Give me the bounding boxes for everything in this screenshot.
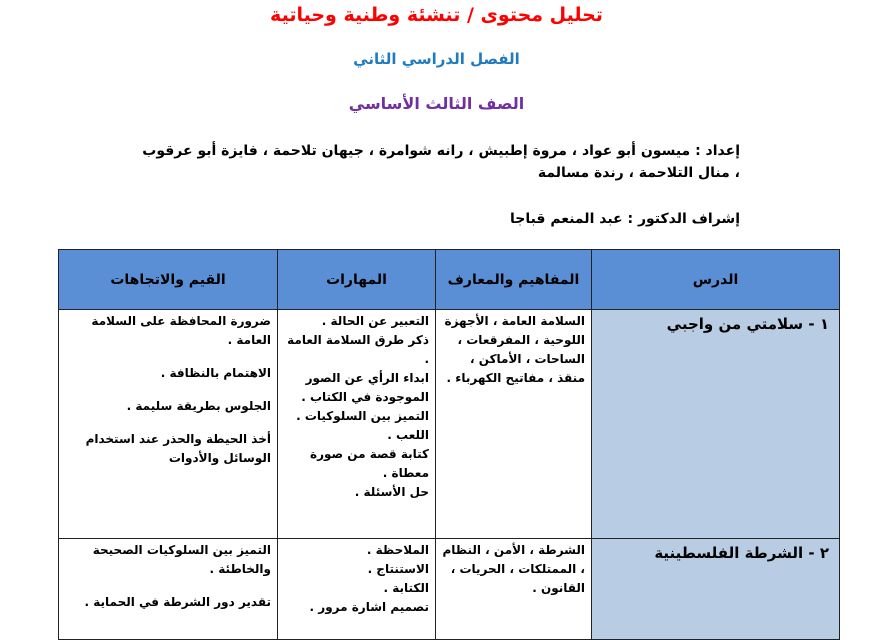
values-item: تقدير دور الشرطة في الحماية . — [84, 595, 271, 609]
skills-cell — [278, 310, 436, 539]
skills-item: التعبير عن الحالة . — [321, 314, 429, 328]
values-item: ضرورة المحافظة على السلامة العامة . — [91, 314, 271, 347]
skills-item: اللعب . — [387, 428, 429, 442]
skills-item: الملاحظة . — [366, 543, 429, 557]
concepts-item: السلامة العامة ، الأجهزة اللوحية ، المفرقعات ، الساحات ، الأماكن ، منقذ ، مفاتيح الكهرباء . — [444, 314, 585, 385]
concepts-item: الشرطة ، الأمن ، النظام ، الممتلكات ، الحريات ، القانون . — [442, 543, 585, 595]
skills-item: التميز بين السلوكيات . — [296, 409, 429, 423]
semester-heading: الفصل الدراسي الثاني — [353, 50, 520, 68]
header-values: القيم والاتجاهات — [59, 250, 278, 310]
lesson-cell: ٢ - الشرطة الفلسطينية — [592, 539, 840, 640]
header-lesson: الدرس — [592, 250, 840, 310]
table-row — [59, 310, 840, 539]
values-item: الجلوس بطريقة سليمة . — [126, 399, 271, 413]
values-cell — [59, 310, 278, 539]
supervisor: إشراف الدكتور : عبد المنعم قباجا — [509, 211, 740, 227]
values-item: التميز بين السلوكيات الصحيحة والخاطئة . — [92, 543, 271, 576]
values-item: الاهتمام بالنظافة . — [160, 366, 271, 380]
page-title: تحليل محتوى / تنشئة وطنية وحياتية — [270, 4, 603, 26]
skills-item: الكتابة . — [383, 581, 429, 595]
prepared-by — [120, 140, 740, 184]
skills-item: الاستنتاج . — [367, 562, 429, 576]
table-row — [59, 539, 840, 640]
values-item: أخذ الحيطة والحذر عند استخدام الوسائل والأدوات — [85, 432, 271, 465]
values-cell — [59, 539, 278, 640]
table-header-row — [59, 250, 840, 310]
header-concepts: المفاهيم والمعارف — [436, 250, 592, 310]
skills-item: كتابة قصة من صورة معطاة . — [310, 447, 429, 480]
skills-item: تصميم اشارة مرور . — [309, 600, 429, 614]
header-skills: المهارات — [278, 250, 436, 310]
skills-item: ابداء الرأي عن الصور الموجودة في الكتاب . — [301, 371, 429, 404]
prepared-by-line2: ، منال التلاحمة ، رندة مسالمة — [537, 165, 740, 181]
lesson-cell: ١ - سلامتي من واجبي — [592, 310, 840, 539]
skills-item: ذكر طرق السلامة العامة . — [287, 333, 429, 366]
concepts-cell — [436, 539, 592, 640]
concepts-cell — [436, 310, 592, 539]
grade-heading: الصف الثالث الأساسي — [348, 94, 525, 113]
content-analysis-table — [58, 249, 840, 640]
prepared-by-line1: إعداد : ميسون أبو عواد ، مروة إطبيش ، رانه شوامرة ، جيهان تلاحمة ، فايزة أبو عرقوب — [142, 143, 740, 159]
skills-cell — [278, 539, 436, 640]
skills-item: حل الأسئلة . — [354, 485, 429, 499]
